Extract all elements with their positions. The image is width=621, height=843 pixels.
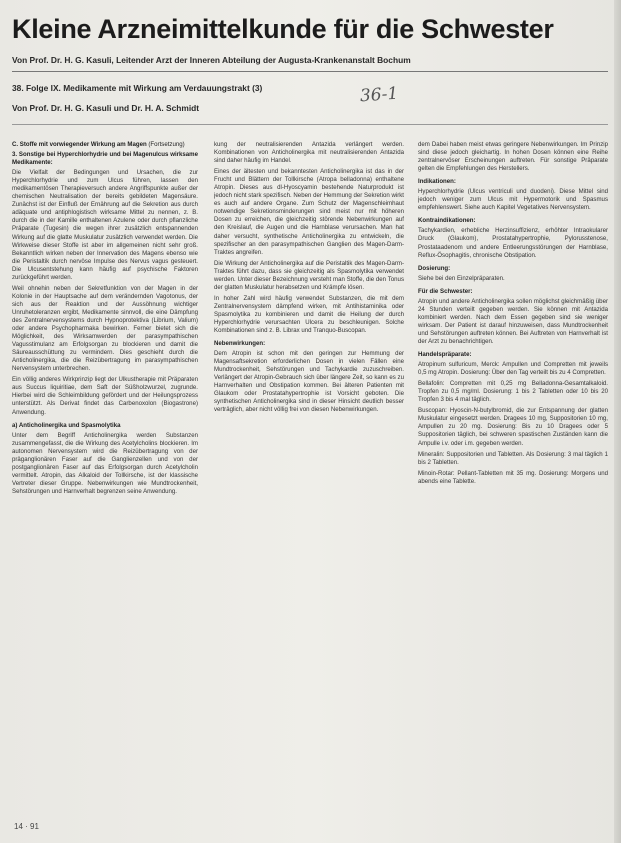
paragraph: Unter dem Begriff Anticholinergika werden Substanzen zusammengefasst, die die Wirkung des Acetylcholins blockieren. Im autonomen Nervensystem wird die Reizübertragung von der präganglionären Faser auf die Ganglienzellen und von der postganglionären Faser auf das Erfolgsorgan durch Acetylcholin vermittelt. Atropin, das Alkaloid der Tollkirsche, ist der klassische Vertreter dieser Gruppe. Nebenwirkungen wie Mundtrockenheit, Sehstörungen und Harnverhalt begrenzen seine Anwendung. xyxy=(12,431,198,495)
paragraph: Hyperchlorhydrie (Ulcus ventriculi und duodeni). Diese Mittel sind jedoch weniger zum Ulcus mit Hypermotorik und Spasmus empfehlenswert. Siehe auch Kapitel Vegetatives Nervensystem. xyxy=(418,188,608,212)
subsection-heading: a) Anticholinergika und Spasmolytika xyxy=(12,421,121,429)
paragraph: dem Dabei haben meist etwas geringere Nebenwirkungen. Im Prinzip sind diese jedoch gleichartig. In hohen Dosen können eine Reihe zentralnervöser Erscheinungen auftreten. Für sonstige Präparate gelten die Empfehlungen des Herstellers. xyxy=(418,141,608,173)
paragraph: kung der neutralisierenden Antazida verlängert werden. Kombinationen von Anticholinergika mit neutralisierenden Antazida sind daher häufig im Handel. xyxy=(214,141,404,165)
page-number: 14 · 91 xyxy=(14,822,39,831)
text-column-1 xyxy=(12,141,198,831)
paragraph: Mineralin: Suppositorien und Tabletten. Als Dosierung: 3 mal täglich 1 bis 2 Tabletten. xyxy=(418,450,608,466)
divider xyxy=(12,124,608,125)
paragraph: Minoin-Rotar: Pellant-Tabletten mit 35 mg. Dosierung: Morgens und abends eine Tablette. xyxy=(418,469,608,485)
paragraph: Eines der ältesten und bekanntesten Anticholinergika ist das in der Frucht und Blättern der Tollkirsche (Atropa belladonna) enthaltene Atropin. Dieses aus dl-Hyoscyamin bestehende Naturprodukt ist jedoch nicht stark spezifisch. Neben der Hemmung der Sekretion wirkt es auch auf andere Organe. Zum Schutz der Magenschleimhaut notwendige Sekretionsminderungen sind meist nur mit höheren Dosen zu erreichen, die gleichzeitig störende Nebenwirkungen auf den Kreislauf, die Augen und die Harnblase verursachen. Man hat daher versucht, synthetische Anticholinergika zu entwickeln, die spezifischer an den parasympathischen Ganglien des Magen-Darm-Traktes angreifen. xyxy=(214,168,404,256)
divider xyxy=(12,71,608,72)
paragraph: Weil ohnehin neben der Sekretfunktion von der Magen in der Kolonie in der Hauptsache auf dem verändernden Vagotonus, der sich aus der Reaktion und der Aussöhnung wichtiger Unruhetoleranzen ergibt, Medikamente sinnvoll, die eine Dämpfung des Zentralnervensystems durch Hypnoprotektiva (Librium, Valium) oder andere Psychopharmaka bewirken. Ferner bietet sich die Möglichkeit, des Wirksamwerden der parasympathischen Vagusstimulanz am Erfolgsorgan zu blockieren und damit die Säureausschüttung zu vermindern. Dies geschieht durch die Anticholinergika, die die Reizübertragung im parasympathischen Nervensystem unterbrechen. xyxy=(12,284,198,373)
paragraph: Dem Atropin ist schon mit den geringen zur Hemmung der Magensaftsekretion erforderlichen Dosen in vielen Fällen eine Mundtrockenheit, Sehstörungen und Tachykardie zuzuschreiben. Verlängert der Atropin-Gebrauch sich über längere Zeit, so kann es zu Harnverhalten und Obstipation kommen. Bei älteren Patienten mit Glaukom oder Prostatahypertrophie ist Vorsicht geboten. Die synthetischen Anticholinergika sind in dieser Hinsicht deutlich besser verträglich, aber nicht völlig frei von diesen Nebenwirkungen. xyxy=(214,350,404,414)
authors-line: Von Prof. Dr. H. G. Kasuli und Dr. H. A. Schmidt xyxy=(12,103,200,113)
paragraph: Ein völlig anderes Wirkprinzip liegt der Ulkustherapie mit Präparaten aus Succus liquiritiae, dem Saft der Süßholzwurzel, zugrunde. Hierbei wird die Schleimbildung gefördert und der Heilungsprozess unterstützt. Als Derivat findet das Carbenoxolon (Biogastrone) Anwendung. xyxy=(12,376,198,416)
paragraph: Atropin und andere Anticholinergika sollen möglichst gleichmäßig über 24 Stunden verteilt gegeben werden. Sie können mit Antazida kombiniert werden. Nach dem Essen gegeben sind sie weniger wirksam. Der Patient ist darauf hinzuweisen, dass Mundtrockenheit und Sehstörungen auftreten können. Bei Auftreten von Harnverhalt ist der Arzt zu benachrichtigen. xyxy=(418,297,608,345)
paragraph: In hoher Zahl wird häufig verwendet Substanzen, die mit dem Zentralnervensystem dämpfend wirken, mit Antihistaminika oder Spasmolytika zu kombinieren und damit die Heilung der durch Hyperchlorhydrie verursachten Ulcera zu beschleunigen. Solche Kombinationen sind z. B. Librax und Tranquo-Buscopan. xyxy=(214,294,404,335)
subsection-heading: Handelspräparate: xyxy=(418,351,472,359)
subsection-heading: Kontraindikationen: xyxy=(418,217,476,225)
subsection-heading: Dosierung: xyxy=(418,264,451,272)
text-column-2 xyxy=(214,141,404,831)
subsection-heading: Für die Schwester: xyxy=(418,287,473,295)
section-heading: C. Stoffe mit vorwiegender Wirkung am Magen (Fortsetzung) xyxy=(12,141,185,148)
subsection-heading: 3. Sonstige bei Hyperchlorhydrie und bei Magenulcus wirksame Medikamente: xyxy=(12,151,198,167)
paragraph: Die Wirkung der Anticholinergika auf die Peristaltik des Magen-Darm-Traktes führt dazu, dass sie gleichzeitig als Spasmolytika verwendet werden. Unter dieser Bezeichnung versteht man Stoffe, die den Tonus der glatten Muskulatur herabsetzen und Krämpfe lösen. xyxy=(214,259,404,291)
paragraph: Tachykardien, erhebliche Herzinsuffizienz, erhöhter Intraokularer Druck (Glaukom), Prostatahypertrophie, Pylorusstenose, Prostataadenom und andere Entleerungsstörungen der Harnblase, Reflux-Ösophagitis, chronische Obstipation. xyxy=(418,227,608,259)
paragraph: Siehe bei den Einzelpräparaten. xyxy=(418,274,505,282)
article-title: Kleine Arzneimittelkunde für die Schwester xyxy=(12,14,554,44)
text-column-3 xyxy=(418,141,608,831)
subsection-heading: Indikationen: xyxy=(418,178,456,186)
paragraph: Die Vielfalt der Bedingungen und Ursachen, die zur Hyperchlorhydrie und zum Ulcus führen, lassen den medikamentösen Therapieversuch andere Angriffspunkte außer der chemischen Neutralisation der bereits gebildeten Magensäure. Zunächst ist der Einfluß der Ernährung auf die Sekretion aus durch adäquate und antiphlogistisch wirksame Mittel zu nennen, z. B. durch die in der Kamille enthaltenen Azulene oder durch pflanzliche Präparate (Tugesin) die wegen ihrer zusätzlich entspannenden Wirkung auf die glatte Muskulatur zusätzlich verwendet werden. Die Wirkweise dieser Stoffe ist aber im allgemeinen nicht sehr groß. Bekanntlich wirken neben der Innervation des Magens ebenso wie die Peristaltik durch nervöse Impulse des Nervus vagus gesteuert. Die Ulcusentstehung kann häufig auf psychische Faktoren zurückgeführt werden. xyxy=(12,169,198,281)
paragraph: Buscopan: Hyoscin-N-butylbromid, die zur Entspannung der glatten Muskulatur eingesetzt werden. Dragees 10 mg, Suppositorien 10 mg, Ampullen zu 20 mg. Dosierung: Bis zu 10 Dragees oder 5 Suppositorien täglich, bei schweren spastischen Zuständen kann die Ampulle i.v. oder i.m. gegeben werden. xyxy=(418,407,608,447)
paragraph: Atropinum sulfuricum, Merck: Ampullen und Compretten mit jeweils 0,5 mg Atropin. Dosierung: Über den Tag verteilt bis zu 4 Compretten. xyxy=(418,361,608,377)
series-subtitle: 38. Folge IX. Medikamente mit Wirkung am Verdauungstrakt (3) xyxy=(12,83,263,93)
handwritten-note: 36-1 xyxy=(359,83,399,107)
page-edge-shadow xyxy=(614,0,621,843)
author-affiliation: Von Prof. Dr. H. G. Kasuli, Leitender Arzt der Inneren Abteilung der Augusta-Krankenanstalt Bochum xyxy=(12,55,411,65)
paragraph: Bellafolin: Compretten mit 0,25 mg Belladonna-Gesamtalkaloid. Tropfen zu 0,5 mg/ml. Dosierung: 1 bis 2 Tabletten oder 10 bis 20 Tropfen 3 bis 4 mal täglich. xyxy=(418,380,608,404)
subsection-heading: Nebenwirkungen: xyxy=(214,340,266,348)
